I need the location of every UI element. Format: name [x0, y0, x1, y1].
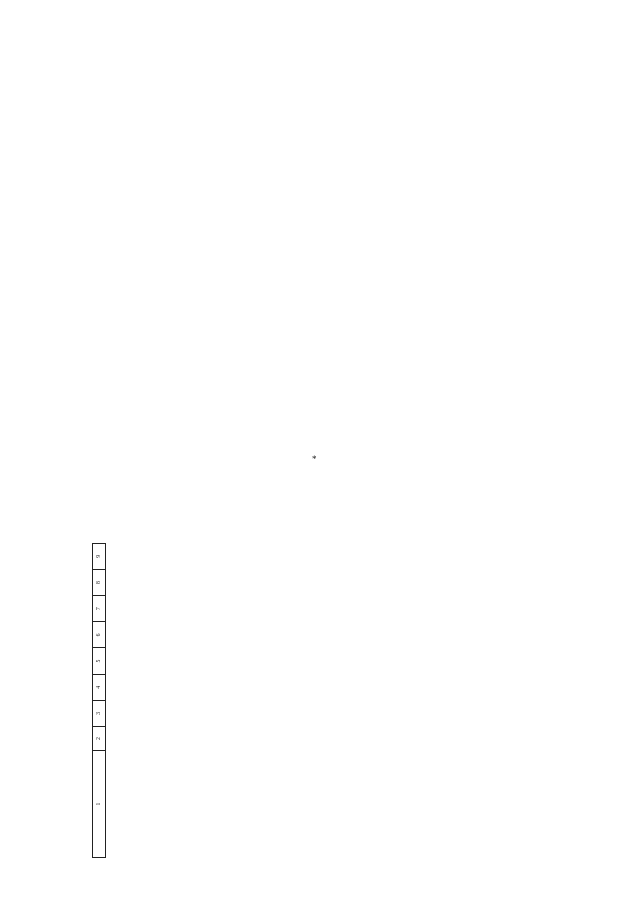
col-num: 2 [93, 727, 106, 751]
col-num: 1 [93, 751, 106, 858]
column-index-row [93, 98, 106, 858]
col-num: 8 [93, 569, 106, 595]
col-num: 5 [93, 648, 106, 674]
data-table [92, 98, 106, 858]
col-num: 4 [93, 674, 106, 700]
col-num: 6 [93, 622, 106, 648]
col-num: 3 [93, 700, 106, 726]
col-num: 7 [93, 596, 106, 622]
page-marker: * [312, 454, 317, 464]
rotated-table-wrapper [92, 98, 542, 858]
col-num: 9 [93, 543, 106, 569]
